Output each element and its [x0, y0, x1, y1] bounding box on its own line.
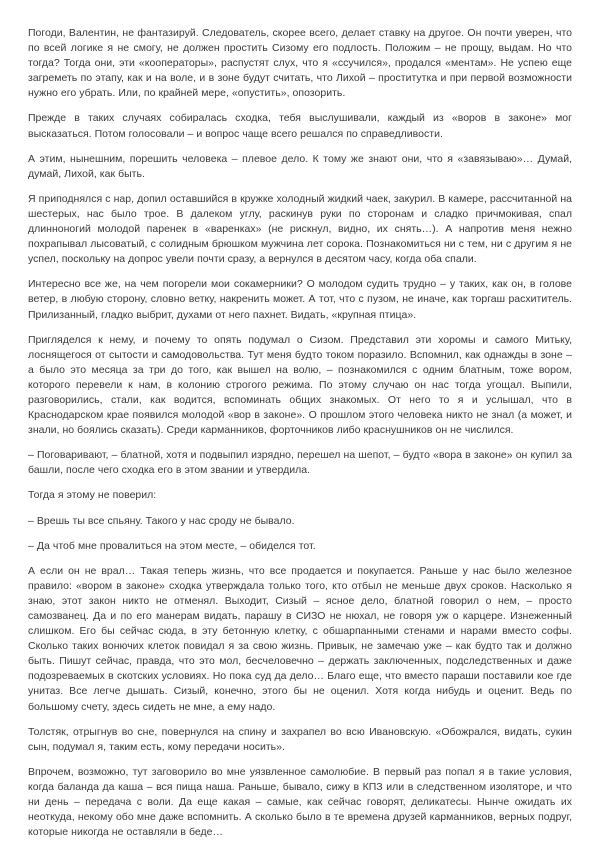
document-text-body — [28, 26, 572, 840]
paragraph: Пригляделся к нему, и почему то опять подумал о Сизом. Представил эти хоромы и самого Митьку, лоснящегося от сытости и самодовольства. Тут меня будто током поразило. Вспомнил, как однажды в зоне – а было это месяца за три до того, как вышел на волю, – познакомился с одним блатным, тоже вором, которого перевели к нам, в колонию строгого режима. По этому случаю он нас тогда угощал. Выпили, разговорились, стали, как водится, вспоминать общих знакомых. От него то я и услышал, что в Краснодарском крае появился молодой «вор в законе». О прошлом этого человека никто не знал (а может, и знали, но боялись сказать). Среди карманников, форточников либо краснушников он не числился. — [28, 333, 572, 437]
paragraph: А если он не врал… Такая теперь жизнь, что все продается и покупается. Раньше у нас было железное правило: «вором в законе» сходка утверждала только того, кто отбыл не меньше двух сроков. Насколько я знаю, этот закон никто не отменял. Выходит, Сизый – ясное дело, блатной говорил о нем, – просто самозванец. Да и по его манерам видать, парашу в СИЗО не нюхал, не говоря уж о карцере. Изнеженный слишком. Его бы сейчас сюда, в эту бетонную клетку, с обшарпанными стенами и нарами вместо софы. Сколько таких вонючих клеток повидал я за свою жизнь. Привык, не замечаю уже – как будто так и должно быть. Пишут сейчас, правда, что это мол, бесчеловечно – держать заключенных, подследственных и даже подозреваемых в скотских условиях. Но пока суд да дело… Благо еще, что вместо параши поставили кое где унитаз. Все легче дышать. Сизый, конечно, этого бы не оценил. Хотя когда нибудь и оценит. Ведь по большому счету, здесь сидеть не мне, а ему надо. — [28, 564, 572, 713]
paragraph: Интересно все же, на чем погорели мои сокамерники? О молодом судить трудно – у таких, как он, в голове ветер, в любую сторону, словно ветку, накренить может. А тот, что с пузом, не иначе, как торгаш расхититель. Прилизанный, гладко выбрит, духами от него пахнет. Видать, «крупная птица». — [28, 278, 572, 321]
paragraph: Тогда я этому не поверил: — [28, 489, 157, 502]
dialogue-line: – Да чтоб мне провалиться на этом месте, – обиделся тот. — [28, 539, 316, 552]
dialogue-line: – Поговаривают, – блатной, хотя и подвыпил изрядно, перешел на шепот, – будто «вора в законе» он купил за башли, после чего сходка его в этом звании и утвердила. — [28, 449, 572, 477]
paragraph: А этим, нынешним, порешить человека – плевое дело. К тому же знают они, что я «завязываю»… Думай, думай, Лихой, как быть. — [28, 152, 572, 180]
paragraph: Погоди, Валентин, не фантазируй. Следователь, скорее всего, делает ставку на другое. Он почти уверен, что по всей логике я не смогу, не должен простить Сизому его подлость. Положим – не прощу, выдам. Но что тогда? Тогда они, эти «кооператоры», распустят слух, что я «ссучился», продался «ментам». Не успею еще загреметь по этапу, как и на воле, и в зоне будут считать, что Лихой – проститутка и при первой возможности нужно его убрать. Или, по крайней мере, «опустить», опозорить. — [28, 27, 572, 100]
paragraph: Прежде в таких случаях собиралась сходка, тебя выслушивали, каждый из «воров в законе» мог высказаться. Потом голосовали – и вопрос чаще всего решался по справедливости. — [28, 112, 572, 140]
paragraph: Я приподнялся с нар, допил оставшийся в кружке холодный жидкий чаек, закурил. В камере, рассчитанной на шестерых, нас было трое. В далеком углу, раскинув руки по сторонам и сладко причмокивая, спал длинноногий молодой паренек в «варенках» (не рискнул, видно, их снять…). А напротив меня нежно похрапывал лысоватый, с солидным брюшком мужчина лет сорока. Познакомиться ни с тем, ни с другим я не успел, поскольку на допрос увели почти сразу, а вернулся в десятом часу, когда оба спали. — [28, 192, 572, 266]
paragraph: Впрочем, возможно, тут заговорило во мне уязвленное самолюбие. В первый раз попал я в такие условия, когда баланда да каша – вся пища наша. Раньше, бывало, сижу в КПЗ или в следственном изоляторе, и что ни день – передача с воли. Да еще какая – самые, как сейчас говорят, деликатесы. Нынче ожидать их неоткуда, некому обо мне даже вспомнить. А сколько было в те времена друзей карманников, верных подруг, которые никогда не оставляли в беде… — [28, 765, 572, 839]
paragraph: Толстяк, отрыгнув во сне, повернулся на спину и захрапел во всю Ивановскую. «Обожрался, видать, сукин сын, подумал я, таким есть, кому передачи носить». — [28, 725, 572, 753]
dialogue-line: – Врешь ты все спьяну. Такого у нас сроду не бывало. — [28, 514, 295, 527]
